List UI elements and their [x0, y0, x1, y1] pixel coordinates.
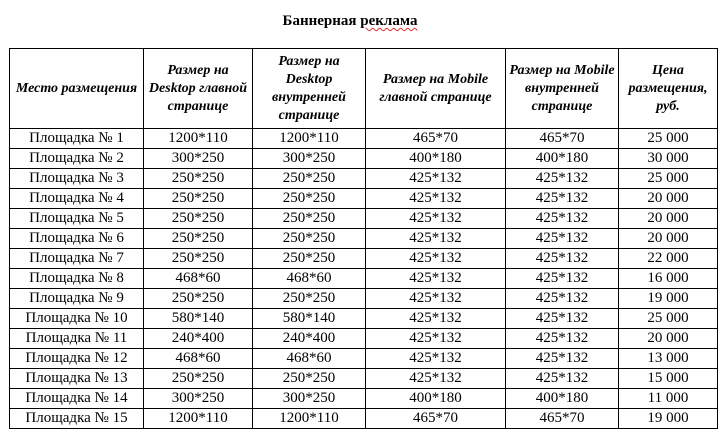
table-row: [10, 389, 718, 409]
cell-mobile-inner: 425*132: [506, 329, 619, 349]
header-mobile-main: Размер на Mobile главной странице: [366, 49, 506, 129]
cell-price: 20 000: [619, 229, 718, 249]
cell-placement: Площадка № 3: [10, 169, 144, 189]
table-header-row: [10, 49, 718, 129]
cell-placement: Площадка № 8: [10, 269, 144, 289]
cell-mobile-main: 465*70: [366, 409, 506, 429]
cell-mobile-inner: 400*180: [506, 389, 619, 409]
cell-mobile-main: 425*132: [366, 169, 506, 189]
cell-placement: Площадка № 15: [10, 409, 144, 429]
cell-mobile-main: 425*132: [366, 209, 506, 229]
table-row: [10, 209, 718, 229]
cell-mobile-inner: 425*132: [506, 289, 619, 309]
table-row: [10, 369, 718, 389]
cell-mobile-inner: 425*132: [506, 169, 619, 189]
cell-price: 20 000: [619, 329, 718, 349]
cell-price: 20 000: [619, 189, 718, 209]
cell-desktop-main: 250*250: [144, 249, 253, 269]
cell-price: 19 000: [619, 289, 718, 309]
header-placement: Место размещения: [10, 49, 144, 129]
table-row: [10, 289, 718, 309]
header-mobile-inner: Размер на Mobile внутренней странице: [506, 49, 619, 129]
cell-desktop-main: 250*250: [144, 209, 253, 229]
cell-mobile-main: 425*132: [366, 269, 506, 289]
header-desktop-main: Размер на Desktop главной странице: [144, 49, 253, 129]
cell-price: 30 000: [619, 149, 718, 169]
cell-desktop-main: 250*250: [144, 169, 253, 189]
cell-placement: Площадка № 6: [10, 229, 144, 249]
cell-placement: Площадка № 11: [10, 329, 144, 349]
cell-desktop-inner: 250*250: [253, 189, 366, 209]
banner-pricing-table: [9, 48, 718, 429]
cell-mobile-inner: 425*132: [506, 249, 619, 269]
cell-desktop-inner: 250*250: [253, 369, 366, 389]
cell-placement: Площадка № 5: [10, 209, 144, 229]
cell-desktop-inner: 1200*110: [253, 409, 366, 429]
cell-desktop-inner: 240*400: [253, 329, 366, 349]
table-row: [10, 149, 718, 169]
cell-mobile-main: 425*132: [366, 289, 506, 309]
cell-mobile-inner: 425*132: [506, 349, 619, 369]
cell-desktop-inner: 300*250: [253, 389, 366, 409]
cell-desktop-inner: 250*250: [253, 249, 366, 269]
cell-desktop-inner: 250*250: [253, 209, 366, 229]
cell-mobile-inner: 425*132: [506, 189, 619, 209]
cell-desktop-inner: 250*250: [253, 229, 366, 249]
table-row: [10, 189, 718, 209]
table-row: [10, 329, 718, 349]
document-title: [0, 11, 700, 31]
cell-desktop-inner: 300*250: [253, 149, 366, 169]
title-text: Баннерная: [282, 13, 361, 29]
cell-price: 11 000: [619, 389, 718, 409]
cell-mobile-main: 465*70: [366, 129, 506, 149]
cell-mobile-inner: 425*132: [506, 229, 619, 249]
cell-desktop-main: 1200*110: [144, 129, 253, 149]
cell-price: 25 000: [619, 309, 718, 329]
cell-placement: Площадка № 2: [10, 149, 144, 169]
cell-mobile-main: 425*132: [366, 349, 506, 369]
cell-placement: Площадка № 7: [10, 249, 144, 269]
cell-mobile-main: 400*180: [366, 149, 506, 169]
cell-placement: Площадка № 4: [10, 189, 144, 209]
cell-desktop-main: 250*250: [144, 189, 253, 209]
cell-desktop-main: 300*250: [144, 149, 253, 169]
cell-desktop-inner: 468*60: [253, 349, 366, 369]
cell-desktop-main: 300*250: [144, 389, 253, 409]
cell-mobile-inner: 425*132: [506, 309, 619, 329]
cell-desktop-inner: 1200*110: [253, 129, 366, 149]
title-spellcheck-word: реклама: [360, 13, 418, 29]
cell-price: 22 000: [619, 249, 718, 269]
cell-desktop-main: 250*250: [144, 369, 253, 389]
cell-desktop-inner: 580*140: [253, 309, 366, 329]
cell-mobile-inner: 425*132: [506, 269, 619, 289]
cell-placement: Площадка № 14: [10, 389, 144, 409]
cell-mobile-inner: 465*70: [506, 129, 619, 149]
table-row: [10, 409, 718, 429]
cell-mobile-inner: 400*180: [506, 149, 619, 169]
cell-desktop-main: 468*60: [144, 269, 253, 289]
cell-desktop-main: 250*250: [144, 229, 253, 249]
cell-mobile-inner: 425*132: [506, 369, 619, 389]
table-row: [10, 249, 718, 269]
cell-price: 25 000: [619, 129, 718, 149]
table-row: [10, 309, 718, 329]
cell-mobile-main: 425*132: [366, 329, 506, 349]
cell-mobile-main: 425*132: [366, 229, 506, 249]
cell-price: 13 000: [619, 349, 718, 369]
cell-mobile-main: 425*132: [366, 369, 506, 389]
cell-placement: Площадка № 1: [10, 129, 144, 149]
cell-desktop-main: 580*140: [144, 309, 253, 329]
cell-placement: Площадка № 9: [10, 289, 144, 309]
cell-placement: Площадка № 13: [10, 369, 144, 389]
cell-desktop-main: 1200*110: [144, 409, 253, 429]
cell-desktop-main: 250*250: [144, 289, 253, 309]
cell-mobile-main: 425*132: [366, 189, 506, 209]
cell-mobile-main: 425*132: [366, 249, 506, 269]
cell-price: 25 000: [619, 169, 718, 189]
table-row: [10, 269, 718, 289]
cell-placement: Площадка № 12: [10, 349, 144, 369]
cell-desktop-inner: 468*60: [253, 269, 366, 289]
cell-placement: Площадка № 10: [10, 309, 144, 329]
header-price: Цена размещения, руб.: [619, 49, 718, 129]
cell-desktop-inner: 250*250: [253, 169, 366, 189]
cell-mobile-inner: 465*70: [506, 409, 619, 429]
cell-desktop-inner: 250*250: [253, 289, 366, 309]
table-row: [10, 129, 718, 149]
table-body: [10, 129, 718, 429]
cell-desktop-main: 468*60: [144, 349, 253, 369]
header-desktop-inner: Размер на Desktop внутренней странице: [253, 49, 366, 129]
cell-price: 20 000: [619, 209, 718, 229]
cell-mobile-main: 425*132: [366, 309, 506, 329]
table-row: [10, 229, 718, 249]
cell-mobile-inner: 425*132: [506, 209, 619, 229]
cell-desktop-main: 240*400: [144, 329, 253, 349]
cell-price: 19 000: [619, 409, 718, 429]
cell-mobile-main: 400*180: [366, 389, 506, 409]
cell-price: 15 000: [619, 369, 718, 389]
cell-price: 16 000: [619, 269, 718, 289]
table-row: [10, 349, 718, 369]
table-row: [10, 169, 718, 189]
